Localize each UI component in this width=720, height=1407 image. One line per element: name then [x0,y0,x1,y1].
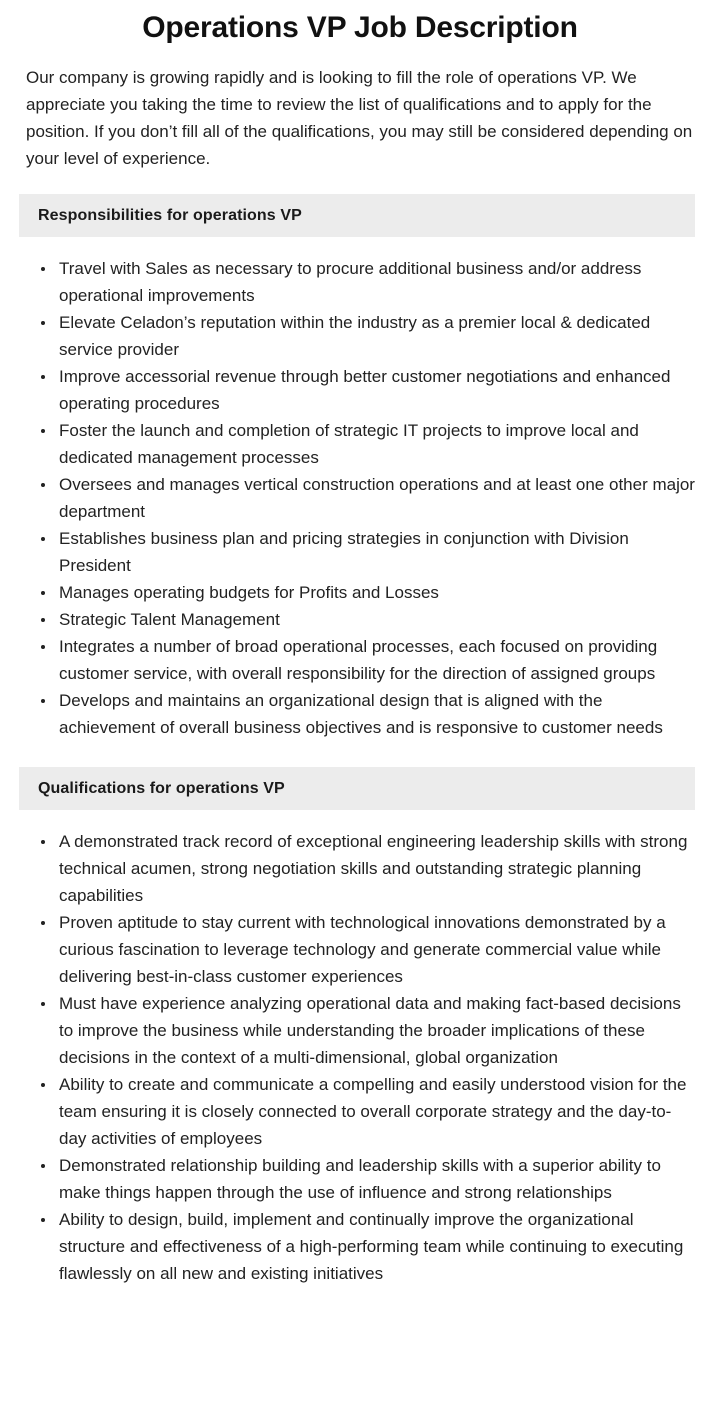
list-item: Improve accessorial revenue through better customer negotiations and enhanced operating procedures [0,363,720,417]
responsibilities-list [0,255,720,741]
section-header-qualifications [19,767,695,810]
list-item: A demonstrated track record of exceptional engineering leadership skills with strong technical acumen, strong negotiation skills and outstanding strategic planning capabilities [0,828,720,909]
list-item: Elevate Celadon’s reputation within the industry as a premier local & dedicated service provider [0,309,720,363]
section-qualifications [0,767,720,1287]
list-item: Travel with Sales as necessary to procure additional business and/or address operational improvements [0,255,720,309]
list-item: Integrates a number of broad operational processes, each focused on providing customer service, with overall responsibility for the direction of assigned groups [0,633,720,687]
list-item: Proven aptitude to stay current with technological innovations demonstrated by a curious fascination to leverage technology and generate commercial value while delivering best-in-class customer experiences [0,909,720,990]
list-item: Foster the launch and completion of strategic IT projects to improve local and dedicated management processes [0,417,720,471]
spacer [0,237,720,255]
page-title: Operations VP Job Description [142,11,578,44]
intro-paragraph: Our company is growing rapidly and is looking to fill the role of operations VP. We appreciate you taking the time to review the list of qualifications and to apply for the position. If you don’t fill all of the qualifications, you may still be considered depending on your level of experience. [26,68,693,168]
list-item: Manages operating budgets for Profits and Losses [0,579,720,606]
list-item: Demonstrated relationship building and leadership skills with a superior ability to make things happen through the use of influence and strong relationships [0,1152,720,1206]
list-item: Develops and maintains an organizational design that is aligned with the achievement of overall business objectives and is responsive to customer needs [0,687,720,741]
list-item: Oversees and manages vertical construction operations and at least one other major department [0,471,720,525]
list-item: Ability to design, build, implement and continually improve the organizational structure and effectiveness of a high-performing team while continuing to executing flawlessly on all new and existing initiatives [0,1206,720,1287]
section-responsibilities [0,194,720,745]
section-header-label: Responsibilities for operations VP [38,207,302,224]
section-header-label: Qualifications for operations VP [38,780,285,797]
list-item: Strategic Talent Management [0,606,720,633]
spacer [0,1287,720,1335]
spacer [0,810,720,828]
list-item: Must have experience analyzing operational data and making fact-based decisions to improve the business while understanding the broader implications of these decisions in the context of a multi-dimensional, global organization [0,990,720,1071]
qualifications-list [0,828,720,1287]
spacer [0,741,720,745]
section-header-responsibilities [19,194,695,237]
list-item: Establishes business plan and pricing strategies in conjunction with Division President [0,525,720,579]
list-item: Ability to create and communicate a compelling and easily understood vision for the team ensuring it is closely connected to overall corporate strategy and the day-to-day activities of employees [0,1071,720,1152]
